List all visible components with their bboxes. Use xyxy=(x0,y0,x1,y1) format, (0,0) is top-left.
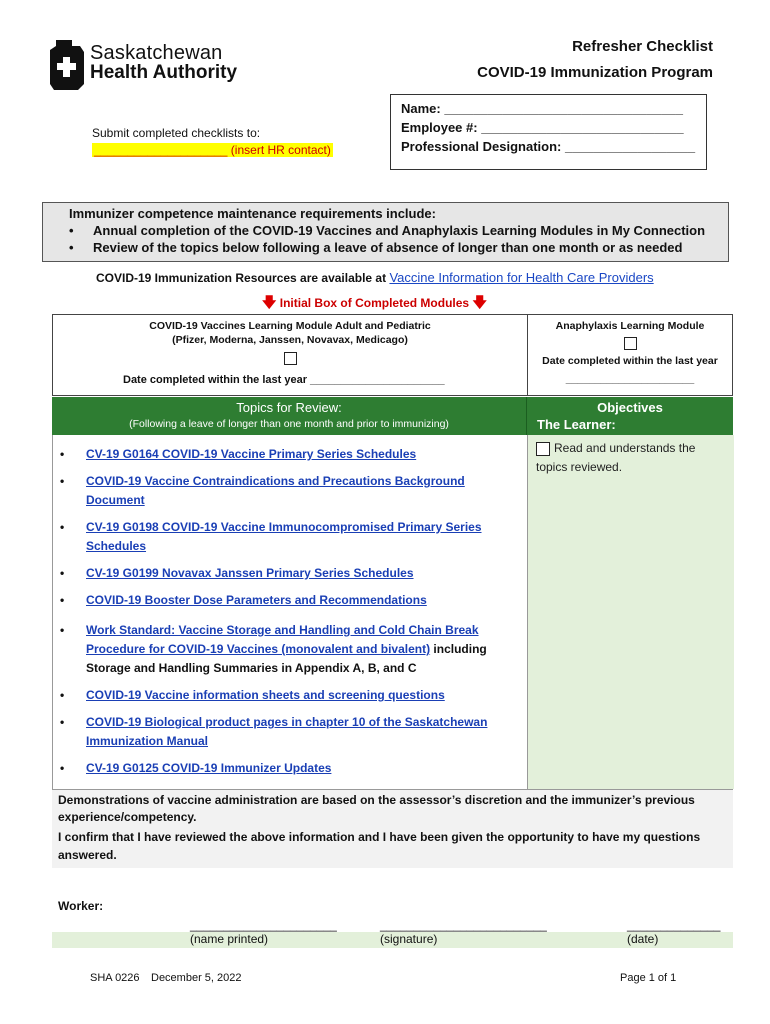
vaccine-info-link[interactable]: Vaccine Information for Health Care Providers xyxy=(389,270,654,285)
topics-header xyxy=(52,397,527,435)
hr-contact-field[interactable]: ____________________ (insert HR contact) xyxy=(94,143,331,157)
topic-link[interactable]: COVID-19 Vaccine Contraindications and Precautions Background Document xyxy=(86,474,465,507)
objectives-cell xyxy=(527,435,734,789)
list-item: • COVID-19 Vaccine Contraindications and Precautions Background Document xyxy=(60,474,465,507)
designation-field[interactable]: Professional Designation: __________________ xyxy=(401,139,696,154)
learner-objective: Read and understands the topics reviewed. xyxy=(536,441,696,474)
competence-item: • Annual completion of the COVID-19 Vaccines and Anaphylaxis Learning Modules in My Connection xyxy=(69,223,706,238)
name-field[interactable]: Name: _________________________________ xyxy=(401,101,683,116)
learner-checkbox[interactable] xyxy=(536,442,550,456)
topic-link[interactable]: COVID-19 Biological product pages in chapter 10 of the Saskatchewan Immunization Manual xyxy=(86,715,488,748)
form-code: SHA 0226 xyxy=(90,972,140,984)
anaphylaxis-module-title: Anaphylaxis Learning Module xyxy=(555,320,705,332)
submit-label: Submit completed checklists to: xyxy=(92,126,261,140)
signature-label: (signature) xyxy=(380,932,438,946)
covid-module-cell xyxy=(53,315,528,395)
worker-date-field[interactable]: ______________ xyxy=(627,918,721,932)
employee-number-field[interactable]: Employee #: ____________________________ xyxy=(401,120,684,135)
topic-link[interactable]: COVID-19 Vaccine information sheets and screening questions xyxy=(86,688,445,702)
list-item: • CV-19 G0164 COVID-19 Vaccine Primary Series Schedules xyxy=(60,447,417,461)
doc-subtitle: COVID-19 Immunization Program xyxy=(477,64,713,81)
worker-label: Worker: xyxy=(58,899,104,913)
resources-line: COVID-19 Immunization Resources are available at Vaccine Information for Health Care Providers xyxy=(96,270,654,285)
confirmation-statement: I confirm that I have reviewed the above information and I have been given the opportunity to have my questions answered. xyxy=(52,826,733,868)
list-item: • COVID-19 Vaccine information sheets and screening questions xyxy=(60,688,445,702)
topic-link[interactable]: CV-19 G0164 COVID-19 Vaccine Primary Series Schedules xyxy=(86,447,417,461)
list-item: • Work Standard: Vaccine Storage and Handling and Cold Chain Break Procedure for COVID-19 Vaccines (monovalent and bivalent) including Storage and Handling Summaries in Appendix A, B, and C xyxy=(60,623,487,675)
anaphylaxis-date-label: Date completed within the last year xyxy=(542,355,718,367)
covid-module-checkbox[interactable] xyxy=(284,352,297,365)
list-item: • CV-19 G0199 Novavax Janssen Primary Series Schedules xyxy=(60,566,414,580)
name-printed-label: (name printed) xyxy=(190,932,269,946)
topic-link[interactable]: Work Standard: Vaccine Storage and Handling and Cold Chain Break Procedure for COVID-19 Vaccines (monovalent and bivalent) xyxy=(86,623,479,656)
topic-link[interactable]: CV-19 G0199 Novavax Janssen Primary Series Schedules xyxy=(86,566,414,580)
covid-module-date[interactable]: Date completed within the last year ______________________ xyxy=(123,374,445,386)
modules-table xyxy=(52,314,733,396)
topic-link[interactable]: CV-19 G0198 COVID-19 Vaccine Immunocompromised Primary Series Schedules xyxy=(86,520,482,553)
objectives-title: Objectives xyxy=(597,400,663,415)
doc-title: Refresher Checklist xyxy=(572,38,713,55)
topics-header-title: Topics for Review: xyxy=(236,400,342,415)
competence-heading: Immunizer competence maintenance requirements include: xyxy=(69,206,436,221)
employee-info-box xyxy=(390,94,707,170)
objectives-subtitle: The Learner: xyxy=(537,417,616,432)
list-item: • CV-19 G0125 COVID-19 Immunizer Updates xyxy=(60,761,332,775)
anaphylaxis-module-checkbox[interactable] xyxy=(624,337,637,350)
review-table-body xyxy=(52,435,733,790)
list-item: • COVID-19 Biological product pages in chapter 10 of the Saskatchewan Immunization Manual xyxy=(60,715,488,748)
down-arrow-icon: 🡇 xyxy=(262,294,277,310)
topics-header-subtitle: (Following a leave of longer than one month and prior to immunizing) xyxy=(129,418,449,430)
sha-logo-mark xyxy=(50,40,84,90)
anaphylaxis-module-cell xyxy=(528,315,732,395)
topic-link[interactable]: COVID-19 Booster Dose Parameters and Recommendations xyxy=(86,593,427,607)
competence-item: • Review of the topics below following a leave of absence of longer than one month or as needed xyxy=(69,240,683,255)
objectives-header xyxy=(527,397,733,435)
logo-name-line2: Health Authority xyxy=(90,62,238,83)
initial-box-label: 🡇 Initial Box of Completed Modules 🡇 xyxy=(262,294,487,310)
covid-module-title: COVID-19 Vaccines Learning Module Adult and Pediatric xyxy=(149,320,431,332)
logo-name-line1: Saskatchewan xyxy=(90,42,223,64)
page-number: Page 1 of 1 xyxy=(620,972,677,984)
demonstration-note: Demonstrations of vaccine administration are based on the assessor’s discretion and the immunizer’s previous experience/competency. xyxy=(52,790,733,828)
anaphylaxis-date-field[interactable]: ______________________ xyxy=(565,373,695,385)
form-date: December 5, 2022 xyxy=(151,972,242,984)
review-table-header xyxy=(52,397,733,435)
down-arrow-icon: 🡇 xyxy=(472,294,487,310)
list-item: • CV-19 G0198 COVID-19 Vaccine Immunocompromised Primary Series Schedules xyxy=(60,520,482,553)
topic-link[interactable]: CV-19 G0125 COVID-19 Immunizer Updates xyxy=(86,761,332,775)
covid-module-vaccines: (Pfizer, Moderna, Janssen, Novavax, Medicago) xyxy=(172,334,408,346)
date-label: (date) xyxy=(627,932,659,946)
list-item: • COVID-19 Booster Dose Parameters and Recommendations xyxy=(60,593,427,607)
worker-name-field[interactable]: ______________________ xyxy=(190,918,337,932)
worker-signature-field[interactable]: _________________________ xyxy=(380,918,547,932)
competence-requirements xyxy=(42,202,729,262)
